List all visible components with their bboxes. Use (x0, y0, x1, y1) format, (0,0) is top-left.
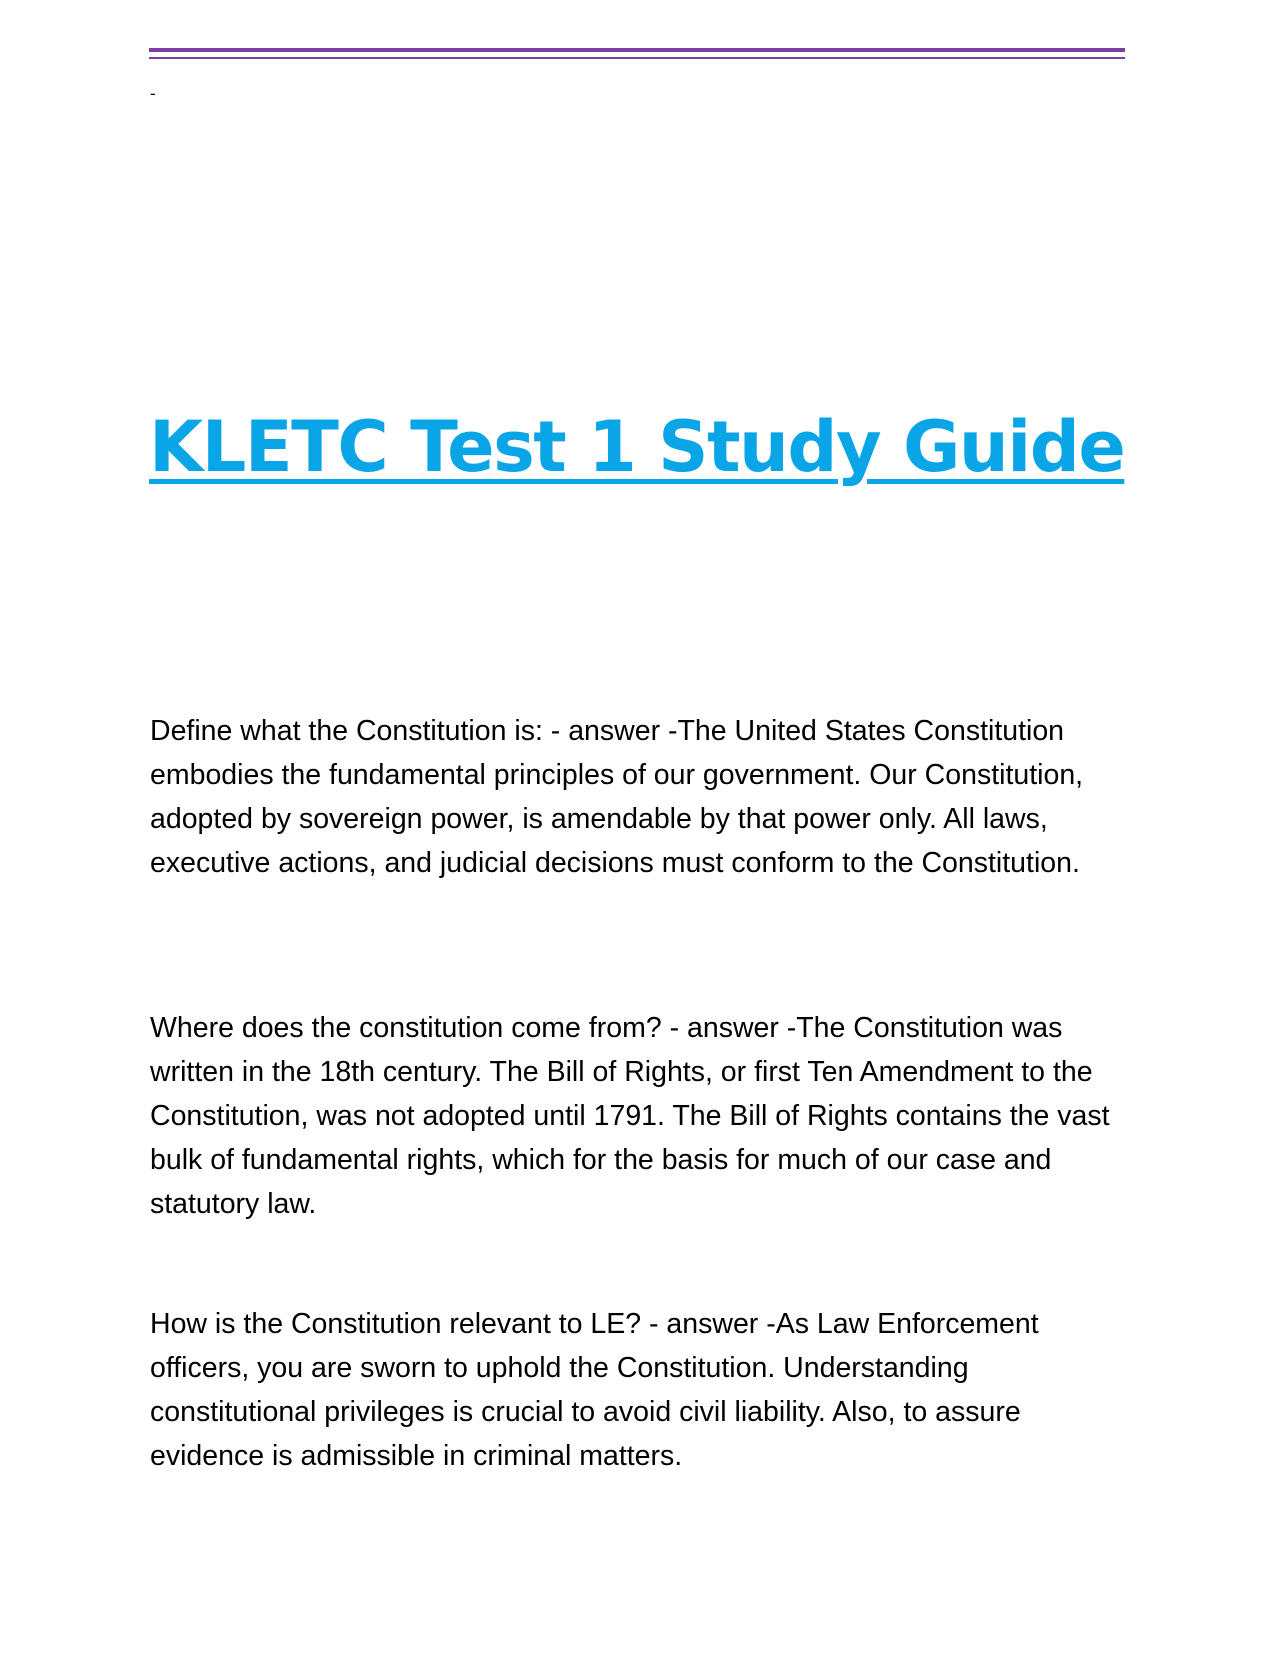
header-rule-thick-line (149, 48, 1125, 52)
header-double-rule (149, 48, 1125, 62)
header-rule-thin-line (149, 57, 1125, 59)
document-title: KLETC Test 1 Study Guide (149, 406, 1125, 488)
qa-entry-constitution-origin: Where does the constitution come from? - answer -The Constitution was written in the 18th century. The Bill of Rights, or first Ten Amendment to the Constitution, was not adopted until 1791. The Bill of Rights contains the vast bulk of fundamental rights, which for the basis for much of our case and statutory law. (150, 1012, 1110, 1220)
qa-entry-constitution-definition: Define what the Constitution is: - answer -The United States Constitution embodies the fundamental principles of our government. Our Constitution, adopted by sovereign power, is amendable by that power only. All laws, executive actions, and judicial decisions must conform to the Constitution. (150, 715, 1084, 879)
qa-entry-constitution-relevance: How is the Constitution relevant to LE? - answer -As Law Enforcement officers, you are sworn to uphold the Constitution. Understanding constitutional privileges is crucial to avoid civil liability. Also, to assure evidence is admissible in criminal matters. (150, 1308, 1039, 1472)
header-dash-mark: - (150, 84, 156, 103)
